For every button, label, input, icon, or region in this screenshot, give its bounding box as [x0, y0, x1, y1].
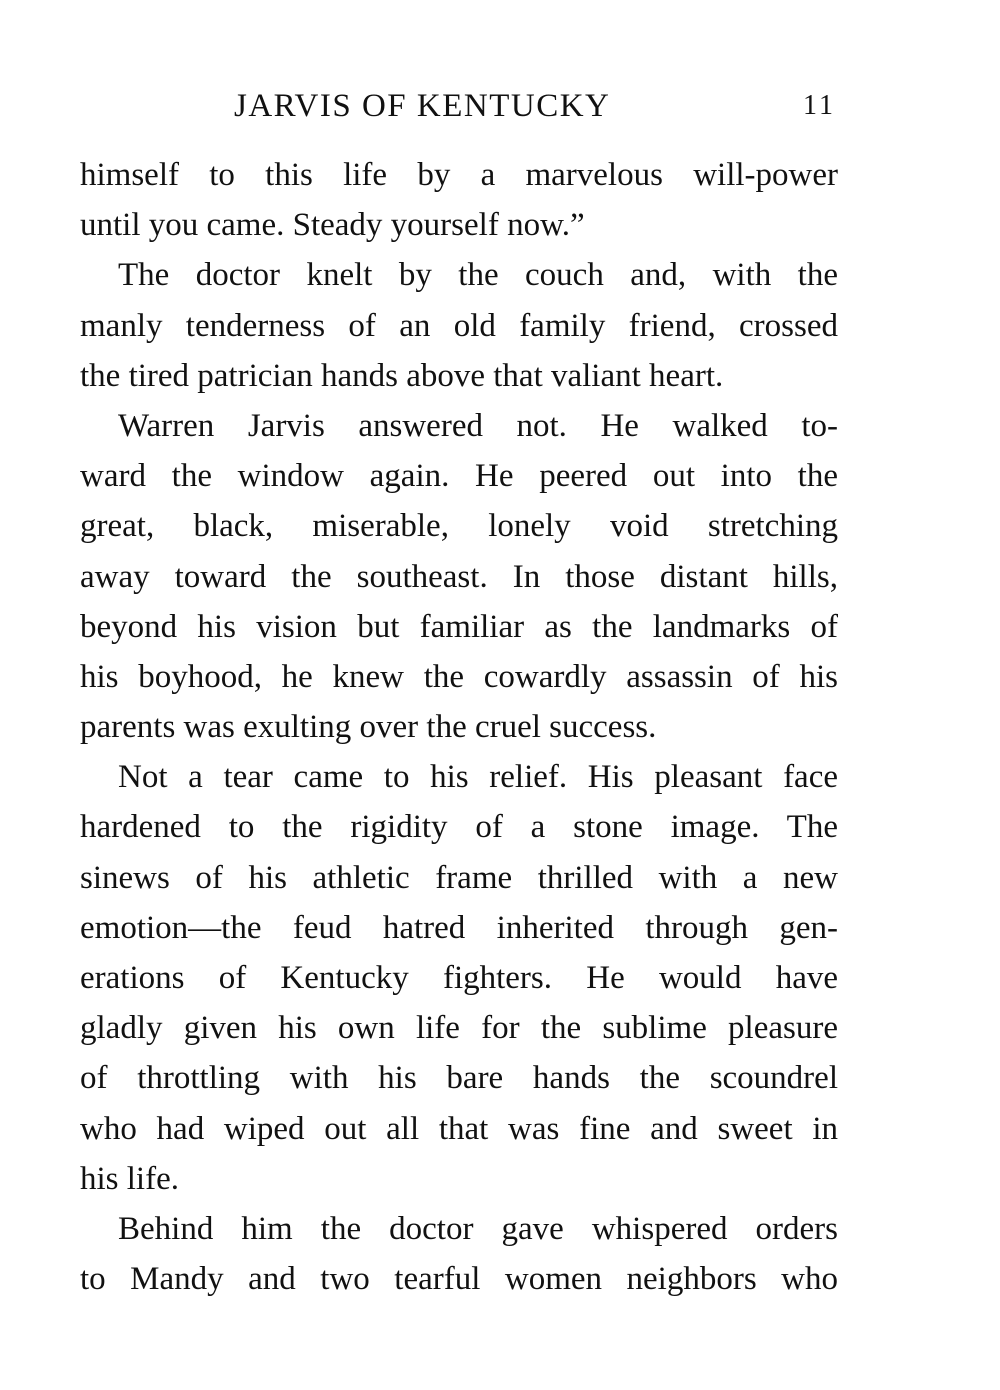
text-line: his boyhood, he knew the cowardly assassin of his: [80, 658, 838, 695]
text-line: to Mandy and two tearful women neighbors who: [80, 1261, 838, 1298]
text-line: of throttling with his bare hands the scoundrel: [80, 1060, 838, 1097]
text-line: Warren Jarvis answered not. He walked to-: [118, 407, 838, 444]
text-line: sinews of his athletic frame thrilled with a new: [80, 859, 838, 896]
text-line: who had wiped out all that was fine and sweet in: [80, 1110, 838, 1147]
text-line: beyond his vision but familiar as the landmarks of: [80, 608, 838, 645]
text-line: The doctor knelt by the couch and, with the: [118, 257, 838, 294]
text-line: ward the window again. He peered out into the: [80, 458, 838, 495]
text-line: great, black, miserable, lonely void stretching: [80, 508, 838, 545]
text-line: hardened to the rigidity of a stone image. The: [80, 809, 838, 846]
text-line: his life.: [80, 1160, 179, 1197]
text-line: manly tenderness of an old family friend, crossed: [80, 307, 838, 344]
text-line: Not a tear came to his relief. His pleasant face: [118, 759, 838, 796]
text-line: himself to this life by a marvelous will-power: [80, 157, 838, 193]
running-head: [80, 82, 838, 130]
text-line: emotion—the feud hatred inherited through gen-: [80, 909, 838, 946]
text-line: away toward the southeast. In those distant hills,: [80, 558, 838, 595]
text-line: until you came. Steady yourself now.”: [80, 207, 585, 244]
page-number: 11: [803, 90, 836, 121]
text-line: Behind him the doctor gave whispered orders: [118, 1210, 838, 1247]
text-line: erations of Kentucky fighters. He would have: [80, 960, 838, 996]
body-text: [80, 150, 838, 1304]
running-title: JARVIS OF KENTUCKY: [234, 88, 611, 124]
text-line: the tired patrician hands above that valiant heart.: [80, 357, 724, 394]
text-line: gladly given his own life for the sublime pleasure: [80, 1010, 838, 1047]
text-line: parents was exulting over the cruel success.: [80, 709, 657, 746]
